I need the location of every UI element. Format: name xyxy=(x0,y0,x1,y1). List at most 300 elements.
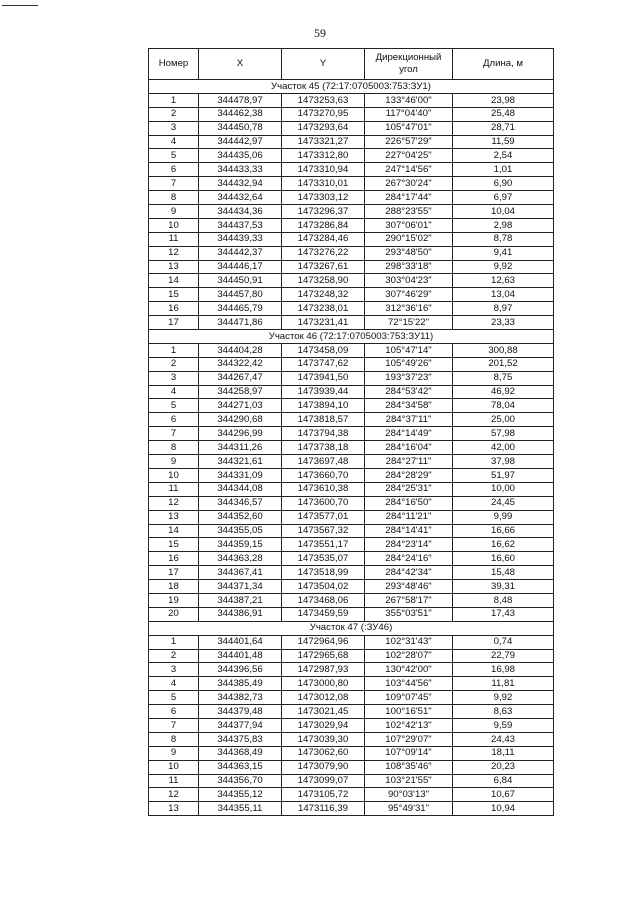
table-row xyxy=(149,524,554,538)
direction-angle: 102°31'43" xyxy=(365,635,453,649)
y-coordinate: 1473286,84 xyxy=(282,218,365,232)
x-coordinate: 344367,41 xyxy=(199,566,282,580)
table-row xyxy=(149,607,554,621)
point-number: 8 xyxy=(149,732,199,746)
x-coordinate: 344382,73 xyxy=(199,691,282,705)
x-coordinate: 344258,97 xyxy=(199,385,282,399)
table-row xyxy=(149,163,554,177)
y-coordinate: 1473296,37 xyxy=(282,205,365,219)
y-coordinate: 1473062,60 xyxy=(282,746,365,760)
direction-angle: 307°46'29" xyxy=(365,288,453,302)
direction-angle: 103°44'56" xyxy=(365,677,453,691)
point-number: 4 xyxy=(149,677,199,691)
point-number: 12 xyxy=(149,246,199,260)
point-number: 15 xyxy=(149,288,199,302)
segment-length: 8,78 xyxy=(453,232,554,246)
direction-angle: 288°23'55" xyxy=(365,205,453,219)
direction-angle: 312°36'16" xyxy=(365,302,453,316)
table-row xyxy=(149,149,554,163)
table-row xyxy=(149,413,554,427)
point-number: 1 xyxy=(149,635,199,649)
y-coordinate: 1473248,32 xyxy=(282,288,365,302)
x-coordinate: 344377,94 xyxy=(199,718,282,732)
segment-length: 16,66 xyxy=(453,524,554,538)
table-row xyxy=(149,468,554,482)
point-number: 13 xyxy=(149,510,199,524)
y-coordinate: 1473258,90 xyxy=(282,274,365,288)
direction-angle: 193°37'23" xyxy=(365,371,453,385)
x-coordinate: 344356,70 xyxy=(199,774,282,788)
point-number: 8 xyxy=(149,441,199,455)
segment-length: 11,81 xyxy=(453,677,554,691)
direction-angle: 133°46'00" xyxy=(365,93,453,107)
table-row xyxy=(149,107,554,121)
y-coordinate: 1473099,07 xyxy=(282,774,365,788)
segment-length: 8,48 xyxy=(453,593,554,607)
direction-angle: 227°04'25" xyxy=(365,149,453,163)
table-row xyxy=(149,218,554,232)
table-row xyxy=(149,121,554,135)
y-coordinate: 1473738,18 xyxy=(282,441,365,455)
segment-length: 25,48 xyxy=(453,107,554,121)
y-coordinate: 1473021,45 xyxy=(282,705,365,719)
table-row xyxy=(149,496,554,510)
point-number: 1 xyxy=(149,343,199,357)
point-number: 9 xyxy=(149,746,199,760)
table-row xyxy=(149,663,554,677)
segment-length: 23,33 xyxy=(453,316,554,330)
table-row xyxy=(149,482,554,496)
table-row xyxy=(149,357,554,371)
point-number: 18 xyxy=(149,580,199,594)
segment-length: 13,04 xyxy=(453,288,554,302)
x-coordinate: 344437,53 xyxy=(199,218,282,232)
table-row xyxy=(149,718,554,732)
y-coordinate: 1473600,70 xyxy=(282,496,365,510)
y-coordinate: 1473459,59 xyxy=(282,607,365,621)
y-coordinate: 1473310,01 xyxy=(282,177,365,191)
point-number: 15 xyxy=(149,538,199,552)
point-number: 2 xyxy=(149,357,199,371)
y-coordinate: 1473267,61 xyxy=(282,260,365,274)
y-coordinate: 1473310,94 xyxy=(282,163,365,177)
point-number: 8 xyxy=(149,191,199,205)
header-x: X xyxy=(199,49,282,80)
point-number: 11 xyxy=(149,774,199,788)
direction-angle: 284°42'34" xyxy=(365,566,453,580)
point-number: 3 xyxy=(149,663,199,677)
segment-length: 201,52 xyxy=(453,357,554,371)
x-coordinate: 344387,21 xyxy=(199,593,282,607)
y-coordinate: 1473458,09 xyxy=(282,343,365,357)
x-coordinate: 344442,97 xyxy=(199,135,282,149)
table-row xyxy=(149,135,554,149)
segment-length: 15,48 xyxy=(453,566,554,580)
point-number: 11 xyxy=(149,232,199,246)
x-coordinate: 344359,15 xyxy=(199,538,282,552)
x-coordinate: 344311,26 xyxy=(199,441,282,455)
x-coordinate: 344386,91 xyxy=(199,607,282,621)
table-row xyxy=(149,566,554,580)
y-coordinate: 1473939,44 xyxy=(282,385,365,399)
x-coordinate: 344396,56 xyxy=(199,663,282,677)
x-coordinate: 344368,49 xyxy=(199,746,282,760)
segment-length: 24,43 xyxy=(453,732,554,746)
y-coordinate: 1472987,93 xyxy=(282,663,365,677)
segment-length: 9,41 xyxy=(453,246,554,260)
segment-length: 6,97 xyxy=(453,191,554,205)
table-row xyxy=(149,802,554,816)
x-coordinate: 344352,60 xyxy=(199,510,282,524)
table-row xyxy=(149,232,554,246)
direction-angle: 293°48'50" xyxy=(365,246,453,260)
segment-length: 10,67 xyxy=(453,788,554,802)
y-coordinate: 1473941,50 xyxy=(282,371,365,385)
segment-length: 0,74 xyxy=(453,635,554,649)
direction-angle: 284°37'11" xyxy=(365,413,453,427)
x-coordinate: 344379,48 xyxy=(199,705,282,719)
point-number: 7 xyxy=(149,718,199,732)
segment-length: 23,98 xyxy=(453,93,554,107)
segment-length: 2,98 xyxy=(453,218,554,232)
point-number: 11 xyxy=(149,482,199,496)
x-coordinate: 344321,61 xyxy=(199,455,282,469)
segment-length: 10,94 xyxy=(453,802,554,816)
table-row xyxy=(149,177,554,191)
x-coordinate: 344446,17 xyxy=(199,260,282,274)
point-number: 14 xyxy=(149,274,199,288)
segment-length: 18,11 xyxy=(453,746,554,760)
segment-length: 300,88 xyxy=(453,343,554,357)
point-number: 17 xyxy=(149,316,199,330)
segment-length: 6,84 xyxy=(453,774,554,788)
segment-length: 6,90 xyxy=(453,177,554,191)
table-row xyxy=(149,538,554,552)
direction-angle: 130°42'00" xyxy=(365,663,453,677)
segment-length: 37,98 xyxy=(453,455,554,469)
x-coordinate: 344442,37 xyxy=(199,246,282,260)
section-title-row xyxy=(149,80,554,94)
direction-angle: 290°15'02" xyxy=(365,232,453,246)
table-row xyxy=(149,788,554,802)
table-row xyxy=(149,93,554,107)
direction-angle: 355°03'51" xyxy=(365,607,453,621)
y-coordinate: 1473303,12 xyxy=(282,191,365,205)
y-coordinate: 1473105,72 xyxy=(282,788,365,802)
y-coordinate: 1473747,62 xyxy=(282,357,365,371)
x-coordinate: 344355,05 xyxy=(199,524,282,538)
direction-angle: 107°29'07" xyxy=(365,732,453,746)
direction-angle: 284°16'04" xyxy=(365,441,453,455)
segment-length: 12,63 xyxy=(453,274,554,288)
segment-length: 16,98 xyxy=(453,663,554,677)
y-coordinate: 1473029,94 xyxy=(282,718,365,732)
table-row xyxy=(149,302,554,316)
x-coordinate: 344322,42 xyxy=(199,357,282,371)
section-title: Участок 45 (72:17:0705003:753:ЗУ1) xyxy=(149,80,554,94)
direction-angle: 293°48'46" xyxy=(365,580,453,594)
x-coordinate: 344346,57 xyxy=(199,496,282,510)
segment-length: 20,23 xyxy=(453,760,554,774)
direction-angle: 247°14'56" xyxy=(365,163,453,177)
x-coordinate: 344385,49 xyxy=(199,677,282,691)
segment-length: 10,00 xyxy=(453,482,554,496)
point-number: 17 xyxy=(149,566,199,580)
direction-angle: 284°25'31" xyxy=(365,482,453,496)
point-number: 3 xyxy=(149,371,199,385)
x-coordinate: 344433,33 xyxy=(199,163,282,177)
point-number: 10 xyxy=(149,218,199,232)
table-row xyxy=(149,441,554,455)
segment-length: 46,92 xyxy=(453,385,554,399)
point-number: 2 xyxy=(149,649,199,663)
page-number: 59 xyxy=(314,26,326,40)
x-coordinate: 344465,79 xyxy=(199,302,282,316)
table-row xyxy=(149,274,554,288)
direction-angle: 303°04'23" xyxy=(365,274,453,288)
direction-angle: 105°47'14" xyxy=(365,343,453,357)
direction-angle: 307°06'01" xyxy=(365,218,453,232)
x-coordinate: 344375,83 xyxy=(199,732,282,746)
y-coordinate: 1473079,90 xyxy=(282,760,365,774)
x-coordinate: 344450,78 xyxy=(199,121,282,135)
point-number: 6 xyxy=(149,413,199,427)
table-row xyxy=(149,593,554,607)
section-title-row xyxy=(149,330,554,344)
point-number: 19 xyxy=(149,593,199,607)
x-coordinate: 344457,80 xyxy=(199,288,282,302)
segment-length: 42,00 xyxy=(453,441,554,455)
point-number: 13 xyxy=(149,260,199,274)
direction-angle: 284°11'21" xyxy=(365,510,453,524)
segment-length: 16,62 xyxy=(453,538,554,552)
section-title: Участок 47 (:ЗУ46) xyxy=(149,621,554,635)
direction-angle: 284°23'14" xyxy=(365,538,453,552)
y-coordinate: 1473468,06 xyxy=(282,593,365,607)
point-number: 16 xyxy=(149,552,199,566)
y-coordinate: 1473000,80 xyxy=(282,677,365,691)
direction-angle: 284°14'41" xyxy=(365,524,453,538)
point-number: 1 xyxy=(149,93,199,107)
y-coordinate: 1473276,22 xyxy=(282,246,365,260)
table-row xyxy=(149,427,554,441)
point-number: 5 xyxy=(149,691,199,705)
point-number: 6 xyxy=(149,163,199,177)
segment-length: 57,98 xyxy=(453,427,554,441)
x-coordinate: 344401,64 xyxy=(199,635,282,649)
direction-angle: 105°47'01" xyxy=(365,121,453,135)
y-coordinate: 1473551,17 xyxy=(282,538,365,552)
table-row xyxy=(149,746,554,760)
direction-angle: 284°28'29" xyxy=(365,468,453,482)
y-coordinate: 1473293,64 xyxy=(282,121,365,135)
point-number: 7 xyxy=(149,177,199,191)
x-coordinate: 344290,68 xyxy=(199,413,282,427)
point-number: 9 xyxy=(149,455,199,469)
y-coordinate: 1473012,08 xyxy=(282,691,365,705)
direction-angle: 284°34'58" xyxy=(365,399,453,413)
corner-line xyxy=(2,5,38,6)
x-coordinate: 344404,28 xyxy=(199,343,282,357)
table-row xyxy=(149,288,554,302)
table-row xyxy=(149,552,554,566)
y-coordinate: 1473894,10 xyxy=(282,399,365,413)
segment-length: 9,92 xyxy=(453,260,554,274)
segment-length: 16,60 xyxy=(453,552,554,566)
point-number: 16 xyxy=(149,302,199,316)
header-number: Номер xyxy=(149,49,199,80)
table-row xyxy=(149,371,554,385)
direction-angle: 102°28'07" xyxy=(365,649,453,663)
segment-length: 1,01 xyxy=(453,163,554,177)
point-number: 20 xyxy=(149,607,199,621)
y-coordinate: 1473321,27 xyxy=(282,135,365,149)
y-coordinate: 1473238,01 xyxy=(282,302,365,316)
x-coordinate: 344432,94 xyxy=(199,177,282,191)
x-coordinate: 344435,06 xyxy=(199,149,282,163)
segment-length: 8,97 xyxy=(453,302,554,316)
direction-angle: 284°14'49" xyxy=(365,427,453,441)
x-coordinate: 344363,28 xyxy=(199,552,282,566)
x-coordinate: 344331,09 xyxy=(199,468,282,482)
header-direction-angle: Дирекционный угол xyxy=(365,49,453,80)
direction-angle: 103°21'55" xyxy=(365,774,453,788)
table-row xyxy=(149,246,554,260)
point-number: 5 xyxy=(149,399,199,413)
section-title: Участок 46 (72:17:0705003:753:ЗУ11) xyxy=(149,330,554,344)
table-row xyxy=(149,635,554,649)
table-row xyxy=(149,385,554,399)
segment-length: 78,04 xyxy=(453,399,554,413)
y-coordinate: 1473312,80 xyxy=(282,149,365,163)
table-header-row xyxy=(149,49,554,80)
table-row xyxy=(149,649,554,663)
x-coordinate: 344296,99 xyxy=(199,427,282,441)
y-coordinate: 1473660,70 xyxy=(282,468,365,482)
point-number: 4 xyxy=(149,385,199,399)
y-coordinate: 1473116,39 xyxy=(282,802,365,816)
segment-length: 11,59 xyxy=(453,135,554,149)
coordinates-table xyxy=(148,48,554,816)
direction-angle: 102°42'13" xyxy=(365,718,453,732)
x-coordinate: 344344,08 xyxy=(199,482,282,496)
direction-angle: 284°24'16" xyxy=(365,552,453,566)
y-coordinate: 1473270,95 xyxy=(282,107,365,121)
segment-length: 9,59 xyxy=(453,718,554,732)
point-number: 9 xyxy=(149,205,199,219)
y-coordinate: 1473567,32 xyxy=(282,524,365,538)
direction-angle: 226°57'29" xyxy=(365,135,453,149)
segment-length: 51,97 xyxy=(453,468,554,482)
table-body xyxy=(149,80,554,816)
point-number: 14 xyxy=(149,524,199,538)
y-coordinate: 1473697,48 xyxy=(282,455,365,469)
direction-angle: 107°09'14" xyxy=(365,746,453,760)
x-coordinate: 344462,38 xyxy=(199,107,282,121)
table-row xyxy=(149,691,554,705)
point-number: 12 xyxy=(149,496,199,510)
point-number: 3 xyxy=(149,121,199,135)
x-coordinate: 344439,33 xyxy=(199,232,282,246)
segment-length: 22,79 xyxy=(453,649,554,663)
y-coordinate: 1473518,99 xyxy=(282,566,365,580)
point-number: 7 xyxy=(149,427,199,441)
x-coordinate: 344355,11 xyxy=(199,802,282,816)
direction-angle: 95°49'31" xyxy=(365,802,453,816)
point-number: 2 xyxy=(149,107,199,121)
x-coordinate: 344355,12 xyxy=(199,788,282,802)
segment-length: 8,63 xyxy=(453,705,554,719)
x-coordinate: 344434,36 xyxy=(199,205,282,219)
segment-length: 17,43 xyxy=(453,607,554,621)
table-row xyxy=(149,760,554,774)
segment-length: 24,45 xyxy=(453,496,554,510)
x-coordinate: 344271,03 xyxy=(199,399,282,413)
point-number: 12 xyxy=(149,788,199,802)
section-title-row xyxy=(149,621,554,635)
y-coordinate: 1473504,02 xyxy=(282,580,365,594)
y-coordinate: 1473253,63 xyxy=(282,93,365,107)
segment-length: 8,75 xyxy=(453,371,554,385)
direction-angle: 105°49'26" xyxy=(365,357,453,371)
segment-length: 9,99 xyxy=(453,510,554,524)
direction-angle: 109°07'45" xyxy=(365,691,453,705)
point-number: 10 xyxy=(149,468,199,482)
table-row xyxy=(149,774,554,788)
table-row xyxy=(149,399,554,413)
direction-angle: 298°33'18" xyxy=(365,260,453,274)
direction-angle: 72°15'22" xyxy=(365,316,453,330)
table-row xyxy=(149,580,554,594)
y-coordinate: 1473794,38 xyxy=(282,427,365,441)
point-number: 10 xyxy=(149,760,199,774)
x-coordinate: 344471,86 xyxy=(199,316,282,330)
segment-length: 9,92 xyxy=(453,691,554,705)
table-row xyxy=(149,205,554,219)
table-row xyxy=(149,455,554,469)
x-coordinate: 344478,97 xyxy=(199,93,282,107)
x-coordinate: 344450,91 xyxy=(199,274,282,288)
direction-angle: 108°35'46" xyxy=(365,760,453,774)
segment-length: 25,00 xyxy=(453,413,554,427)
y-coordinate: 1472965,68 xyxy=(282,649,365,663)
table-row xyxy=(149,732,554,746)
x-coordinate: 344432,64 xyxy=(199,191,282,205)
y-coordinate: 1472964,96 xyxy=(282,635,365,649)
table-row xyxy=(149,343,554,357)
y-coordinate: 1473284,46 xyxy=(282,232,365,246)
direction-angle: 267°58'17" xyxy=(365,593,453,607)
direction-angle: 267°30'24" xyxy=(365,177,453,191)
segment-length: 2,54 xyxy=(453,149,554,163)
x-coordinate: 344371,34 xyxy=(199,580,282,594)
table-row xyxy=(149,705,554,719)
header-length: Длина, м xyxy=(453,49,554,80)
segment-length: 28,71 xyxy=(453,121,554,135)
table-row xyxy=(149,260,554,274)
y-coordinate: 1473535,07 xyxy=(282,552,365,566)
segment-length: 10,04 xyxy=(453,205,554,219)
direction-angle: 284°16'50" xyxy=(365,496,453,510)
x-coordinate: 344363,15 xyxy=(199,760,282,774)
y-coordinate: 1473039,30 xyxy=(282,732,365,746)
header-y: Y xyxy=(282,49,365,80)
y-coordinate: 1473818,57 xyxy=(282,413,365,427)
direction-angle: 284°53'42" xyxy=(365,385,453,399)
direction-angle: 284°17'44" xyxy=(365,191,453,205)
segment-length: 39,31 xyxy=(453,580,554,594)
point-number: 4 xyxy=(149,135,199,149)
